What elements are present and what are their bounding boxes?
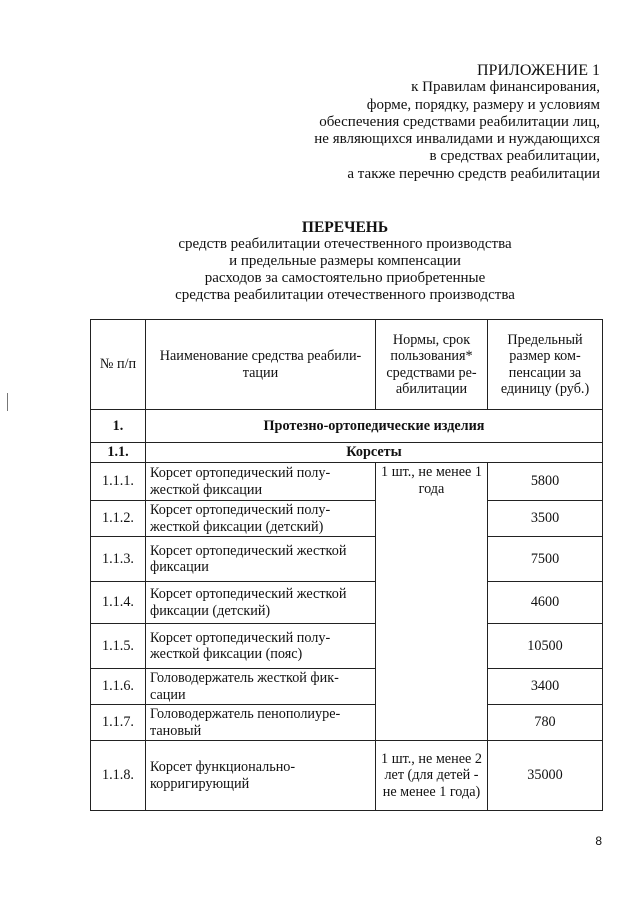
table-row <box>91 501 603 537</box>
subsection-title: Корсеты <box>146 443 603 463</box>
row-num: 1.1.4. <box>91 582 146 624</box>
appendix-line: к Правилам финансирования, <box>411 79 600 96</box>
row-name: Головодержатель жесткой фик-сации <box>146 669 376 705</box>
title-line: и предельные размеры компенсации <box>229 253 461 269</box>
table-row <box>91 705 603 741</box>
row-name: Корсет ортопедический полу-жесткой фиксации (пояс) <box>146 624 376 669</box>
row-num: 1.1.2. <box>91 501 146 537</box>
row-name: Корсет ортопедический полу-жесткой фиксации <box>146 463 376 501</box>
rehabilitation-means-table <box>90 319 603 811</box>
section-num: 1. <box>91 410 146 443</box>
appendix-heading: ПРИЛОЖЕНИЕ 1 <box>476 62 600 79</box>
row-price: 3500 <box>488 501 603 537</box>
header-name: Наименование средства реабили-тации <box>146 320 376 410</box>
table-row <box>91 741 603 811</box>
table-row <box>91 624 603 669</box>
appendix-block <box>180 62 600 183</box>
row-num: 1.1.8. <box>91 741 146 811</box>
table-row <box>91 537 603 582</box>
row-num: 1.1.1. <box>91 463 146 501</box>
document-title: ПЕРЕЧЕНЬ <box>301 219 389 236</box>
row-num: 1.1.7. <box>91 705 146 741</box>
row-norm: 1 шт., не менее 2 лет (для детей - не менее 1 года) <box>376 741 488 811</box>
table-row <box>91 582 603 624</box>
section-title: Протезно-ортопедические изделия <box>146 410 603 443</box>
row-price: 35000 <box>488 741 603 811</box>
row-name: Корсет ортопедический жесткой фиксации (детский) <box>146 582 376 624</box>
row-num: 1.1.6. <box>91 669 146 705</box>
title-line: средств реабилитации отечественного производства <box>178 236 512 252</box>
row-name: Корсет ортопедический полу-жесткой фиксации (детский) <box>146 501 376 537</box>
header-max-compensation: Предельный размер ком-пенсации за единицу (руб.) <box>488 320 603 410</box>
row-num: 1.1.3. <box>91 537 146 582</box>
table-row <box>91 669 603 705</box>
subsection-row <box>91 443 603 463</box>
appendix-line: в средствах реабилитации, <box>429 148 600 165</box>
header-num: № п/п <box>91 320 146 410</box>
appendix-line: не являющихся инвалидами и нуждающихся <box>314 131 600 148</box>
scan-artifact <box>7 393 8 411</box>
title-line: средства реабилитации отечественного производства <box>175 287 515 303</box>
section-row <box>91 410 603 443</box>
row-price: 10500 <box>488 624 603 669</box>
row-name: Головодержатель пенополиуре-тановый <box>146 705 376 741</box>
row-price: 4600 <box>488 582 603 624</box>
table-row <box>91 463 603 501</box>
appendix-line: а также перечню средств реабилитации <box>347 165 600 182</box>
row-num: 1.1.5. <box>91 624 146 669</box>
document-title-block <box>90 219 600 304</box>
norms-group-cell: 1 шт., не менее 1 года <box>376 463 488 741</box>
appendix-line: обеспечения средствами реабилитации лиц, <box>319 113 600 130</box>
row-price: 7500 <box>488 537 603 582</box>
table-header-row <box>91 320 603 410</box>
row-name: Корсет ортопедический жесткой фиксации <box>146 537 376 582</box>
page-number: 8 <box>595 834 602 848</box>
row-price: 780 <box>488 705 603 741</box>
appendix-line: форме, порядку, размеру и условиям <box>366 96 600 113</box>
title-line: расходов за самостоятельно приобретенные <box>204 270 486 286</box>
row-price: 5800 <box>488 463 603 501</box>
header-norms: Нормы, срок пользования* средствами ре-абилитации <box>376 320 488 410</box>
row-price: 3400 <box>488 669 603 705</box>
row-name: Корсет функционально-корригирующий <box>146 741 376 811</box>
subsection-num: 1.1. <box>91 443 146 463</box>
